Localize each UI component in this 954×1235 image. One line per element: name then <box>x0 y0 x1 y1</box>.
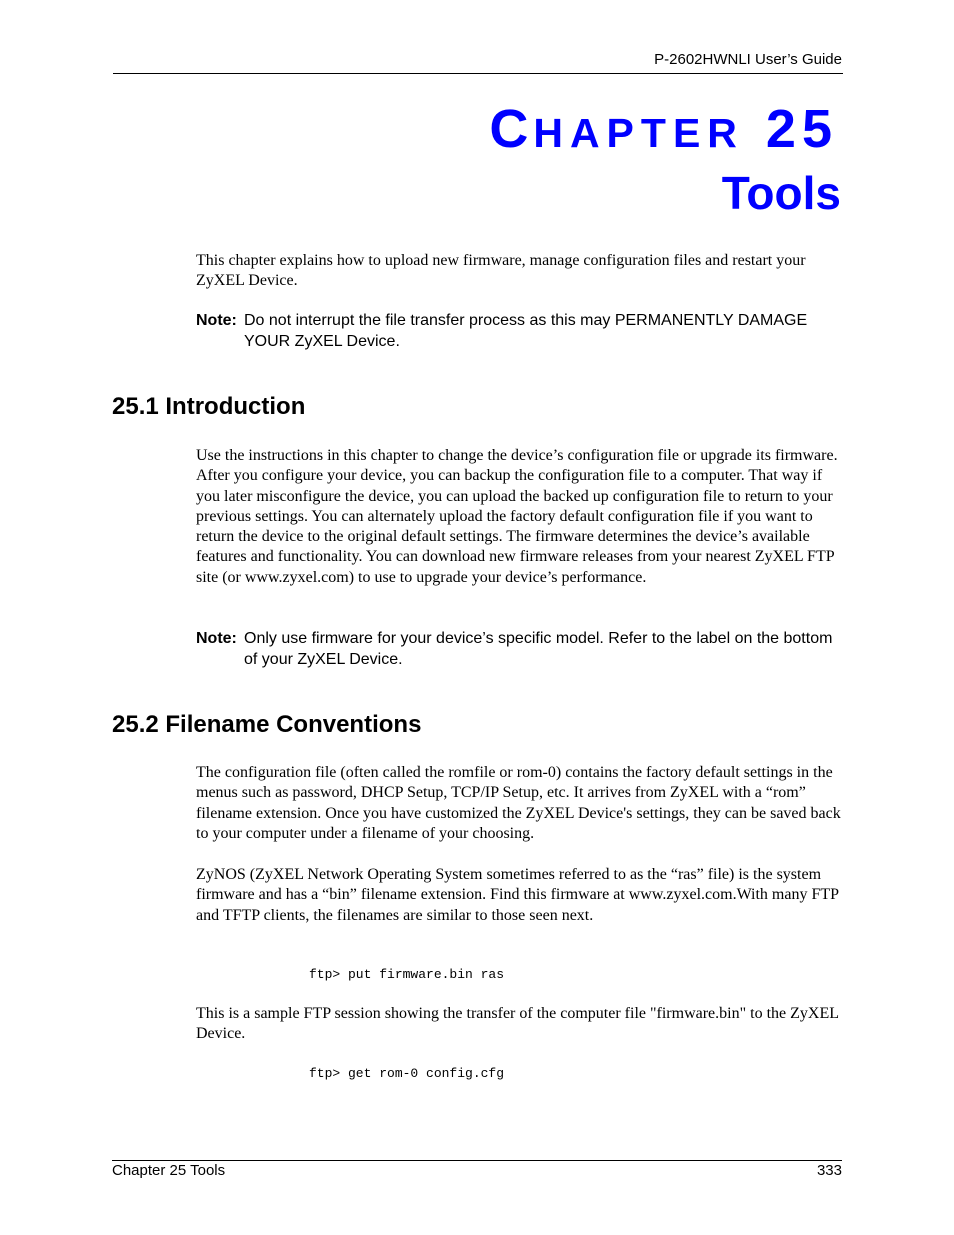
code-sample-get: ftp> get rom-0 config.cfg <box>309 1066 505 1081</box>
section-heading-filename-conventions: 25.2 Filename Conventions <box>112 711 422 738</box>
code-sample-put: ftp> put firmware.bin ras <box>309 967 505 982</box>
firmware-note <box>196 629 841 670</box>
zynos-paragraph: ZyNOS (ZyXEL Network Operating System sometimes referred to as the “ras” file) is the system firmware and has a “bin” filename extension. Find this firmware at www.zyxel.com.With many FTP and TFTP clients, the filenames are similar to those seen next. <box>196 866 839 924</box>
config-file-paragraph: The configuration file (often called the romfile or rom-0) contains the factory default settings in the menus such as password, DHCP Setup, TCP/IP Setup, etc. It arrives from ZyXEL with a “rom” filename extension. Once you have customized the ZyXEL Device's settings, they can be saved back to your computer under a filename of your choosing. <box>196 764 841 842</box>
chapter-label-rest: HAPTER <box>533 110 744 156</box>
note-text: Only use firmware for your device’s specific model. Refer to the label on the bottom of your ZyXEL Device. <box>244 630 833 668</box>
intro-paragraph: This chapter explains how to upload new firmware, manage configuration files and restart your ZyXEL Device. <box>196 252 806 290</box>
note-text: Do not interrupt the file transfer process as this may PERMANENTLY DAMAGE YOUR ZyXEL Device. <box>244 312 808 350</box>
note-label: Note: <box>196 312 237 329</box>
section-heading-introduction: 25.1 Introduction <box>112 393 306 420</box>
intro-note <box>196 311 841 352</box>
header-divider <box>113 73 843 74</box>
chapter-title: Tools <box>721 167 841 219</box>
chapter-label-initial: C <box>489 99 534 159</box>
footer-divider <box>112 1160 842 1161</box>
footer-chapter-label: Chapter 25 Tools <box>112 1162 226 1179</box>
chapter-label <box>489 98 838 160</box>
page-number: 333 <box>816 1162 842 1179</box>
guide-title: P-2602HWNLI User’s Guide <box>654 51 842 68</box>
chapter-number: 25 <box>765 99 838 159</box>
introduction-paragraph: Use the instructions in this chapter to change the device’s configuration file or upgrade its firmware. After you configure your device, you can backup the configuration file to a computer. That way if you later misconfigure the device, you can upload the backed up configuration file to return to your previous settings. You can alternately upload the factory default configuration file if you want to return the device to the original default settings. The firmware determines the device’s available features and functionality. You can download new firmware releases from your nearest ZyXEL FTP site (or www.zyxel.com) to use to upgrade your device’s performance. <box>196 447 838 586</box>
ftp-session-paragraph: This is a sample FTP session showing the transfer of the computer file "firmware.bin" to the ZyXEL Device. <box>196 1005 839 1043</box>
note-label: Note: <box>196 630 237 647</box>
